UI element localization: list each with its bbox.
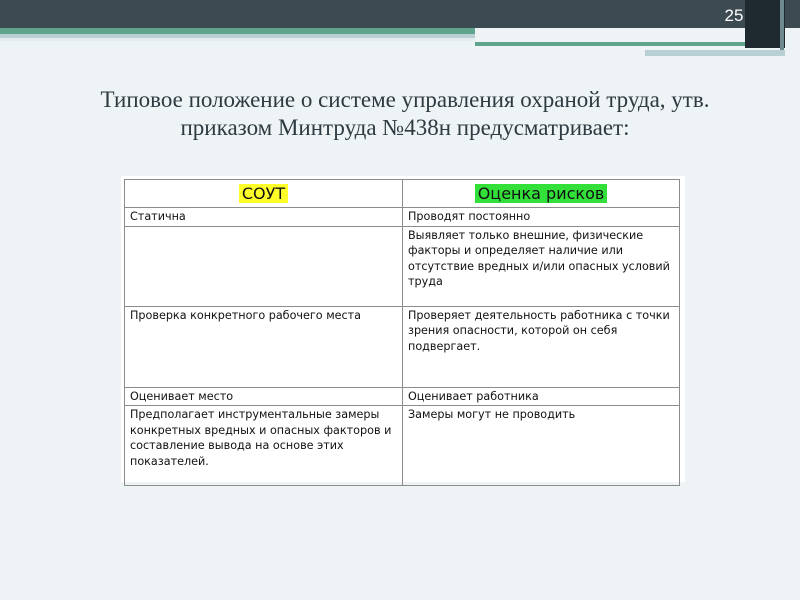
table-row bbox=[125, 406, 680, 486]
table-cell: Оценивает работника bbox=[403, 387, 680, 406]
table-cell bbox=[125, 226, 403, 306]
table-row bbox=[125, 226, 680, 306]
table-row bbox=[125, 208, 680, 227]
table-cell: Предполагает инструментальные замеры конкретных вредных и опасных факторов и составление вывода на основе этих показателей. bbox=[125, 406, 403, 486]
slide-title: Типовое положение о системе управления охраной труда, утв. приказом Минтруда №438н предусматривает: bbox=[100, 87, 710, 140]
header-risk-label: Оценка рисков bbox=[475, 184, 608, 203]
header-sout bbox=[125, 180, 403, 208]
table-cell: Статична bbox=[125, 208, 403, 227]
slide-number: 25 bbox=[724, 6, 744, 25]
table-cell: Проверяет деятельность работника с точки зрения опасности, которой он себя подвергает. bbox=[403, 306, 680, 387]
top-bar bbox=[0, 0, 800, 28]
header-risk bbox=[403, 180, 680, 208]
table-cell: Проводят постоянно bbox=[403, 208, 680, 227]
table-row bbox=[125, 306, 680, 387]
table-cell: Оценивает место bbox=[125, 387, 403, 406]
comparison-table bbox=[124, 179, 680, 486]
table-header-row bbox=[125, 180, 680, 208]
comparison-table-image bbox=[121, 176, 685, 482]
table-cell: Выявляет только внешние, физические факторы и определяет наличие или отсутствие вредных и/или опасных условий труда bbox=[403, 226, 680, 306]
table-cell: Замеры могут не проводить bbox=[403, 406, 680, 486]
decor-stripe bbox=[0, 38, 475, 41]
decor-stripe bbox=[475, 42, 780, 46]
header-sout-label: СОУТ bbox=[239, 184, 288, 203]
corner-accent bbox=[780, 0, 784, 50]
table-row bbox=[125, 387, 680, 406]
decor-stripe bbox=[645, 50, 785, 56]
table-cell: Проверка конкретного рабочего места bbox=[125, 306, 403, 387]
